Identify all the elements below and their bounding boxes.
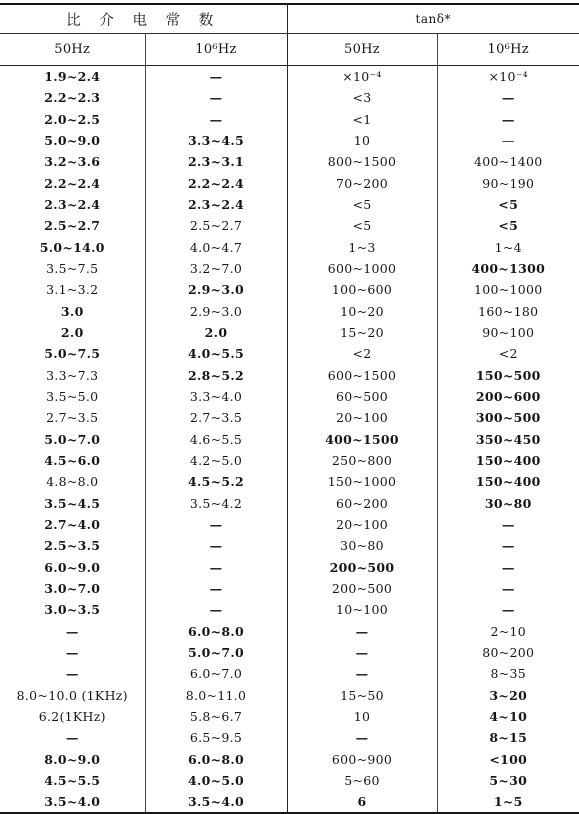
tan-50hz-cell: 600~1500 [287,365,437,386]
tan-50hz-cell: 10~20 [287,301,437,322]
dielectric-1mhz-cell: 2.3~3.1 [145,151,287,172]
tan-50hz-cell: 6 [287,791,437,813]
tan-50hz-cell: 5~60 [287,770,437,791]
dielectric-1mhz-cell: 2.9~3.0 [145,279,287,300]
dielectric-50hz-cell: 1.9~2.4 [0,66,145,88]
dielectric-50hz-cell: 4.5~5.5 [0,770,145,791]
dielectric-1mhz-cell: — [145,535,287,556]
dielectric-50hz-cell: 3.0~3.5 [0,599,145,620]
tan-1mhz-cell: 150~500 [475,367,541,383]
tan-50hz-cell: 100~600 [287,279,437,300]
dielectric-50hz-cell: — [0,663,145,684]
dielectric-50hz-cell: 2.7~3.5 [0,407,145,428]
tan-1mhz-cell: 200~600 [475,389,541,405]
tan-50hz-cell: 10~100 [287,599,437,620]
table-body [0,66,579,814]
tan-1mhz-cell: 350~450 [475,431,541,447]
dielectric-50hz-cell: 3.0~7.0 [0,578,145,599]
dielectric-50hz-cell: 6.2(1KHz) [0,706,145,727]
dielectric-50hz-cell: 5.0~7.5 [0,343,145,364]
tan-1mhz-cell: 400~1300 [471,261,546,277]
tan-50hz-cell: 20~100 [287,407,437,428]
dielectric-1mhz-cell: 3.5~4.2 [145,493,287,514]
dielectric-1mhz-cell: 2.7~3.5 [145,407,287,428]
tan-1mhz-cell: 150~400 [475,474,541,490]
dielectric-50hz-cell: 3.2~3.6 [0,151,145,172]
dielectric-1mhz-cell: 2.8~5.2 [145,365,287,386]
table-row [0,770,579,791]
dielectric-properties-table [0,3,579,814]
tan-50hz-cell: 600~1000 [287,258,437,279]
table-row [0,407,579,428]
dielectric-1mhz-cell: 2.0 [145,322,287,343]
tan-1mhz-cell: 150~400 [475,453,541,469]
dielectric-50hz-cell: 3.5~7.5 [0,258,145,279]
dielectric-1mhz-cell: 4.6~5.5 [145,429,287,450]
tan-50hz-cell: 200~500 [287,557,437,578]
tan-1mhz-cell: 90~190 [482,175,535,191]
dielectric-1mhz-cell: 5.8~6.7 [145,706,287,727]
table-row [0,279,579,300]
tan-50hz-cell: 600~900 [287,749,437,770]
table-row [0,621,579,642]
dielectric-50hz-cell: — [0,621,145,642]
table-row [0,215,579,236]
tan-1mhz-cell: 5~30 [489,772,528,788]
table-row [0,194,579,215]
dielectric-1mhz-cell: 4.0~4.7 [145,237,287,258]
dielectric-1mhz-cell: 2.5~2.7 [145,215,287,236]
tan-50hz-cell: 30~80 [287,535,437,556]
table-row [0,109,579,130]
header-dielectric-1mhz: 10⁶Hz [145,34,287,66]
tan-50hz-cell: 250~800 [287,450,437,471]
tan-50hz-cell: 60~500 [287,386,437,407]
tan-50hz-cell: — [287,727,437,748]
dielectric-50hz-cell: 5.0~14.0 [0,237,145,258]
dielectric-50hz-cell: 3.0 [0,301,145,322]
table-row [0,663,579,684]
tan-50hz-cell: — [287,663,437,684]
tan-50hz-cell: 60~200 [287,493,437,514]
table-row [0,749,579,770]
dielectric-50hz-cell: 3.5~5.0 [0,386,145,407]
tan-50hz-cell: <2 [287,343,437,364]
tan-1mhz-cell: 2~10 [490,623,527,639]
table-row [0,237,579,258]
dielectric-1mhz-cell: 2.9~3.0 [145,301,287,322]
tan-1mhz-cell: 3~20 [489,687,528,703]
tan-1mhz-cell: 8~15 [489,730,528,746]
dielectric-1mhz-cell: 6.0~8.0 [145,621,287,642]
tan-1mhz-cell: <2 [498,346,518,362]
dielectric-1mhz-cell: 3.2~7.0 [145,258,287,279]
header-dielectric-50hz: 50Hz [0,34,145,66]
table-row [0,386,579,407]
table-row [0,493,579,514]
dielectric-1mhz-cell: 4.0~5.0 [145,770,287,791]
dielectric-50hz-cell: 2.2~2.4 [0,173,145,194]
tan-1mhz-cell: 300~500 [475,410,541,426]
tan-1mhz-cell: 1~4 [494,239,522,255]
dielectric-1mhz-cell: 6.0~7.0 [145,663,287,684]
dielectric-50hz-cell: 2.0~2.5 [0,109,145,130]
tan-50hz-cell: — [287,621,437,642]
tan-1mhz-cell: 4~10 [489,709,528,724]
dielectric-50hz-cell: 3.5~4.5 [0,493,145,514]
dielectric-50hz-cell: 5.0~9.0 [0,130,145,151]
dielectric-1mhz-cell: — [145,87,287,108]
table-row [0,429,579,450]
dielectric-1mhz-cell: — [145,514,287,535]
tan-50hz-cell: ×10⁻⁴ [287,66,437,88]
tan-1mhz-cell: — [501,602,515,618]
tan-1mhz-cell: 30~80 [484,495,532,511]
table-row [0,706,579,727]
table-row [0,514,579,535]
table-row [0,578,579,599]
dielectric-1mhz-cell: 4.5~5.2 [145,471,287,492]
table-row [0,343,579,364]
dielectric-50hz-cell: 8.0~10.0 (1KHz) [0,685,145,706]
table-row [0,727,579,748]
table-header [0,4,579,66]
dielectric-1mhz-cell: 5.0~7.0 [145,642,287,663]
tan-1mhz-cell: 100~1000 [473,282,543,298]
data-table-sheet [0,3,579,810]
tan-50hz-cell: 10 [287,706,437,727]
dielectric-1mhz-cell: — [145,578,287,599]
dielectric-1mhz-cell: 2.3~2.4 [145,194,287,215]
tan-50hz-cell: 15~20 [287,322,437,343]
dielectric-50hz-cell: 5.0~7.0 [0,429,145,450]
dielectric-50hz-cell: — [0,727,145,748]
dielectric-50hz-cell: 6.0~9.0 [0,557,145,578]
header-frequency-row [0,34,579,66]
tan-50hz-cell: <3 [287,87,437,108]
tan-50hz-cell: 150~1000 [287,471,437,492]
header-loss-tangent: tanδ* [287,4,579,34]
tan-50hz-cell: 15~50 [287,685,437,706]
tan-1mhz-cell: — [501,538,515,554]
tan-1mhz-cell: 8~35 [490,666,527,682]
table-row [0,130,579,151]
table-row [0,365,579,386]
tan-50hz-cell: 200~500 [287,578,437,599]
dielectric-50hz-cell: 3.3~7.3 [0,365,145,386]
tan-1mhz-cell: 160~180 [478,303,539,319]
table-row [0,535,579,556]
dielectric-1mhz-cell: — [145,557,287,578]
dielectric-50hz-cell: 2.3~2.4 [0,194,145,215]
dielectric-50hz-cell: 2.2~2.3 [0,87,145,108]
dielectric-50hz-cell: — [0,642,145,663]
table-row [0,258,579,279]
dielectric-50hz-cell: 4.5~6.0 [0,450,145,471]
tan-1mhz-cell: <100 [489,751,528,767]
header-group-row [0,4,579,34]
dielectric-1mhz-cell: 6.5~9.5 [145,727,287,748]
table-row [0,301,579,322]
tan-1mhz-cell: — [501,581,515,597]
tan-50hz-cell: 10 [287,130,437,151]
tan-1mhz-cell: — [501,559,515,575]
dielectric-50hz-cell: 2.0 [0,322,145,343]
table-row [0,791,579,813]
tan-50hz-cell: — [287,642,437,663]
tan-1mhz-cell: 1~5 [437,791,579,813]
tan-1mhz-cell: 80~200 [482,645,535,661]
header-tan-50hz: 50Hz [287,34,437,66]
tan-1mhz-cell: — [501,111,515,127]
dielectric-50hz-cell: 2.7~4.0 [0,514,145,535]
table-row [0,322,579,343]
dielectric-50hz-cell: 3.1~3.2 [0,279,145,300]
dielectric-1mhz-cell: 4.2~5.0 [145,450,287,471]
header-tan-1mhz: 10⁶Hz [437,34,579,66]
tan-50hz-cell: 1~3 [287,237,437,258]
dielectric-1mhz-cell: 6.0~8.0 [145,749,287,770]
tan-1mhz-cell: — [501,90,515,106]
tan-1mhz-cell: <5 [498,218,519,234]
table-row [0,557,579,578]
dielectric-1mhz-cell: — [145,66,287,88]
dielectric-50hz-cell: 4.8~8.0 [0,471,145,492]
dielectric-50hz-cell: 3.5~4.0 [0,791,145,813]
table-row [0,471,579,492]
tan-1mhz-cell: ×10⁻⁴ [488,69,528,85]
dielectric-1mhz-cell: 3.5~4.0 [145,791,287,813]
tan-50hz-cell: 20~100 [287,514,437,535]
dielectric-50hz-cell: 2.5~3.5 [0,535,145,556]
tan-1mhz-cell: 90~100 [482,325,535,341]
tan-50hz-cell: <5 [287,215,437,236]
tan-50hz-cell: 70~200 [287,173,437,194]
tan-50hz-cell: <5 [287,194,437,215]
tan-50hz-cell: 800~1500 [287,151,437,172]
table-row [0,599,579,620]
tan-1mhz-cell: <5 [498,197,519,213]
tan-1mhz-cell: — [501,133,515,149]
dielectric-50hz-cell: 2.5~2.7 [0,215,145,236]
dielectric-1mhz-cell: 8.0~11.0 [145,685,287,706]
dielectric-1mhz-cell: — [145,109,287,130]
tan-1mhz-cell: 400~1400 [473,154,543,170]
dielectric-1mhz-cell: 3.3~4.0 [145,386,287,407]
dielectric-50hz-cell: 8.0~9.0 [0,749,145,770]
dielectric-1mhz-cell: 4.0~5.5 [145,343,287,364]
header-dielectric-constant: 比 介 电 常 数 [0,4,287,34]
tan-1mhz-cell: — [501,517,515,533]
dielectric-1mhz-cell: 3.3~4.5 [145,130,287,151]
table-row [0,87,579,108]
tan-50hz-cell: <1 [287,109,437,130]
table-row [0,66,579,88]
table-row [0,685,579,706]
dielectric-1mhz-cell: 2.2~2.4 [145,173,287,194]
table-row [0,450,579,471]
dielectric-1mhz-cell: — [145,599,287,620]
tan-50hz-cell: 400~1500 [287,429,437,450]
table-row [0,151,579,172]
table-row [0,173,579,194]
table-row [0,642,579,663]
